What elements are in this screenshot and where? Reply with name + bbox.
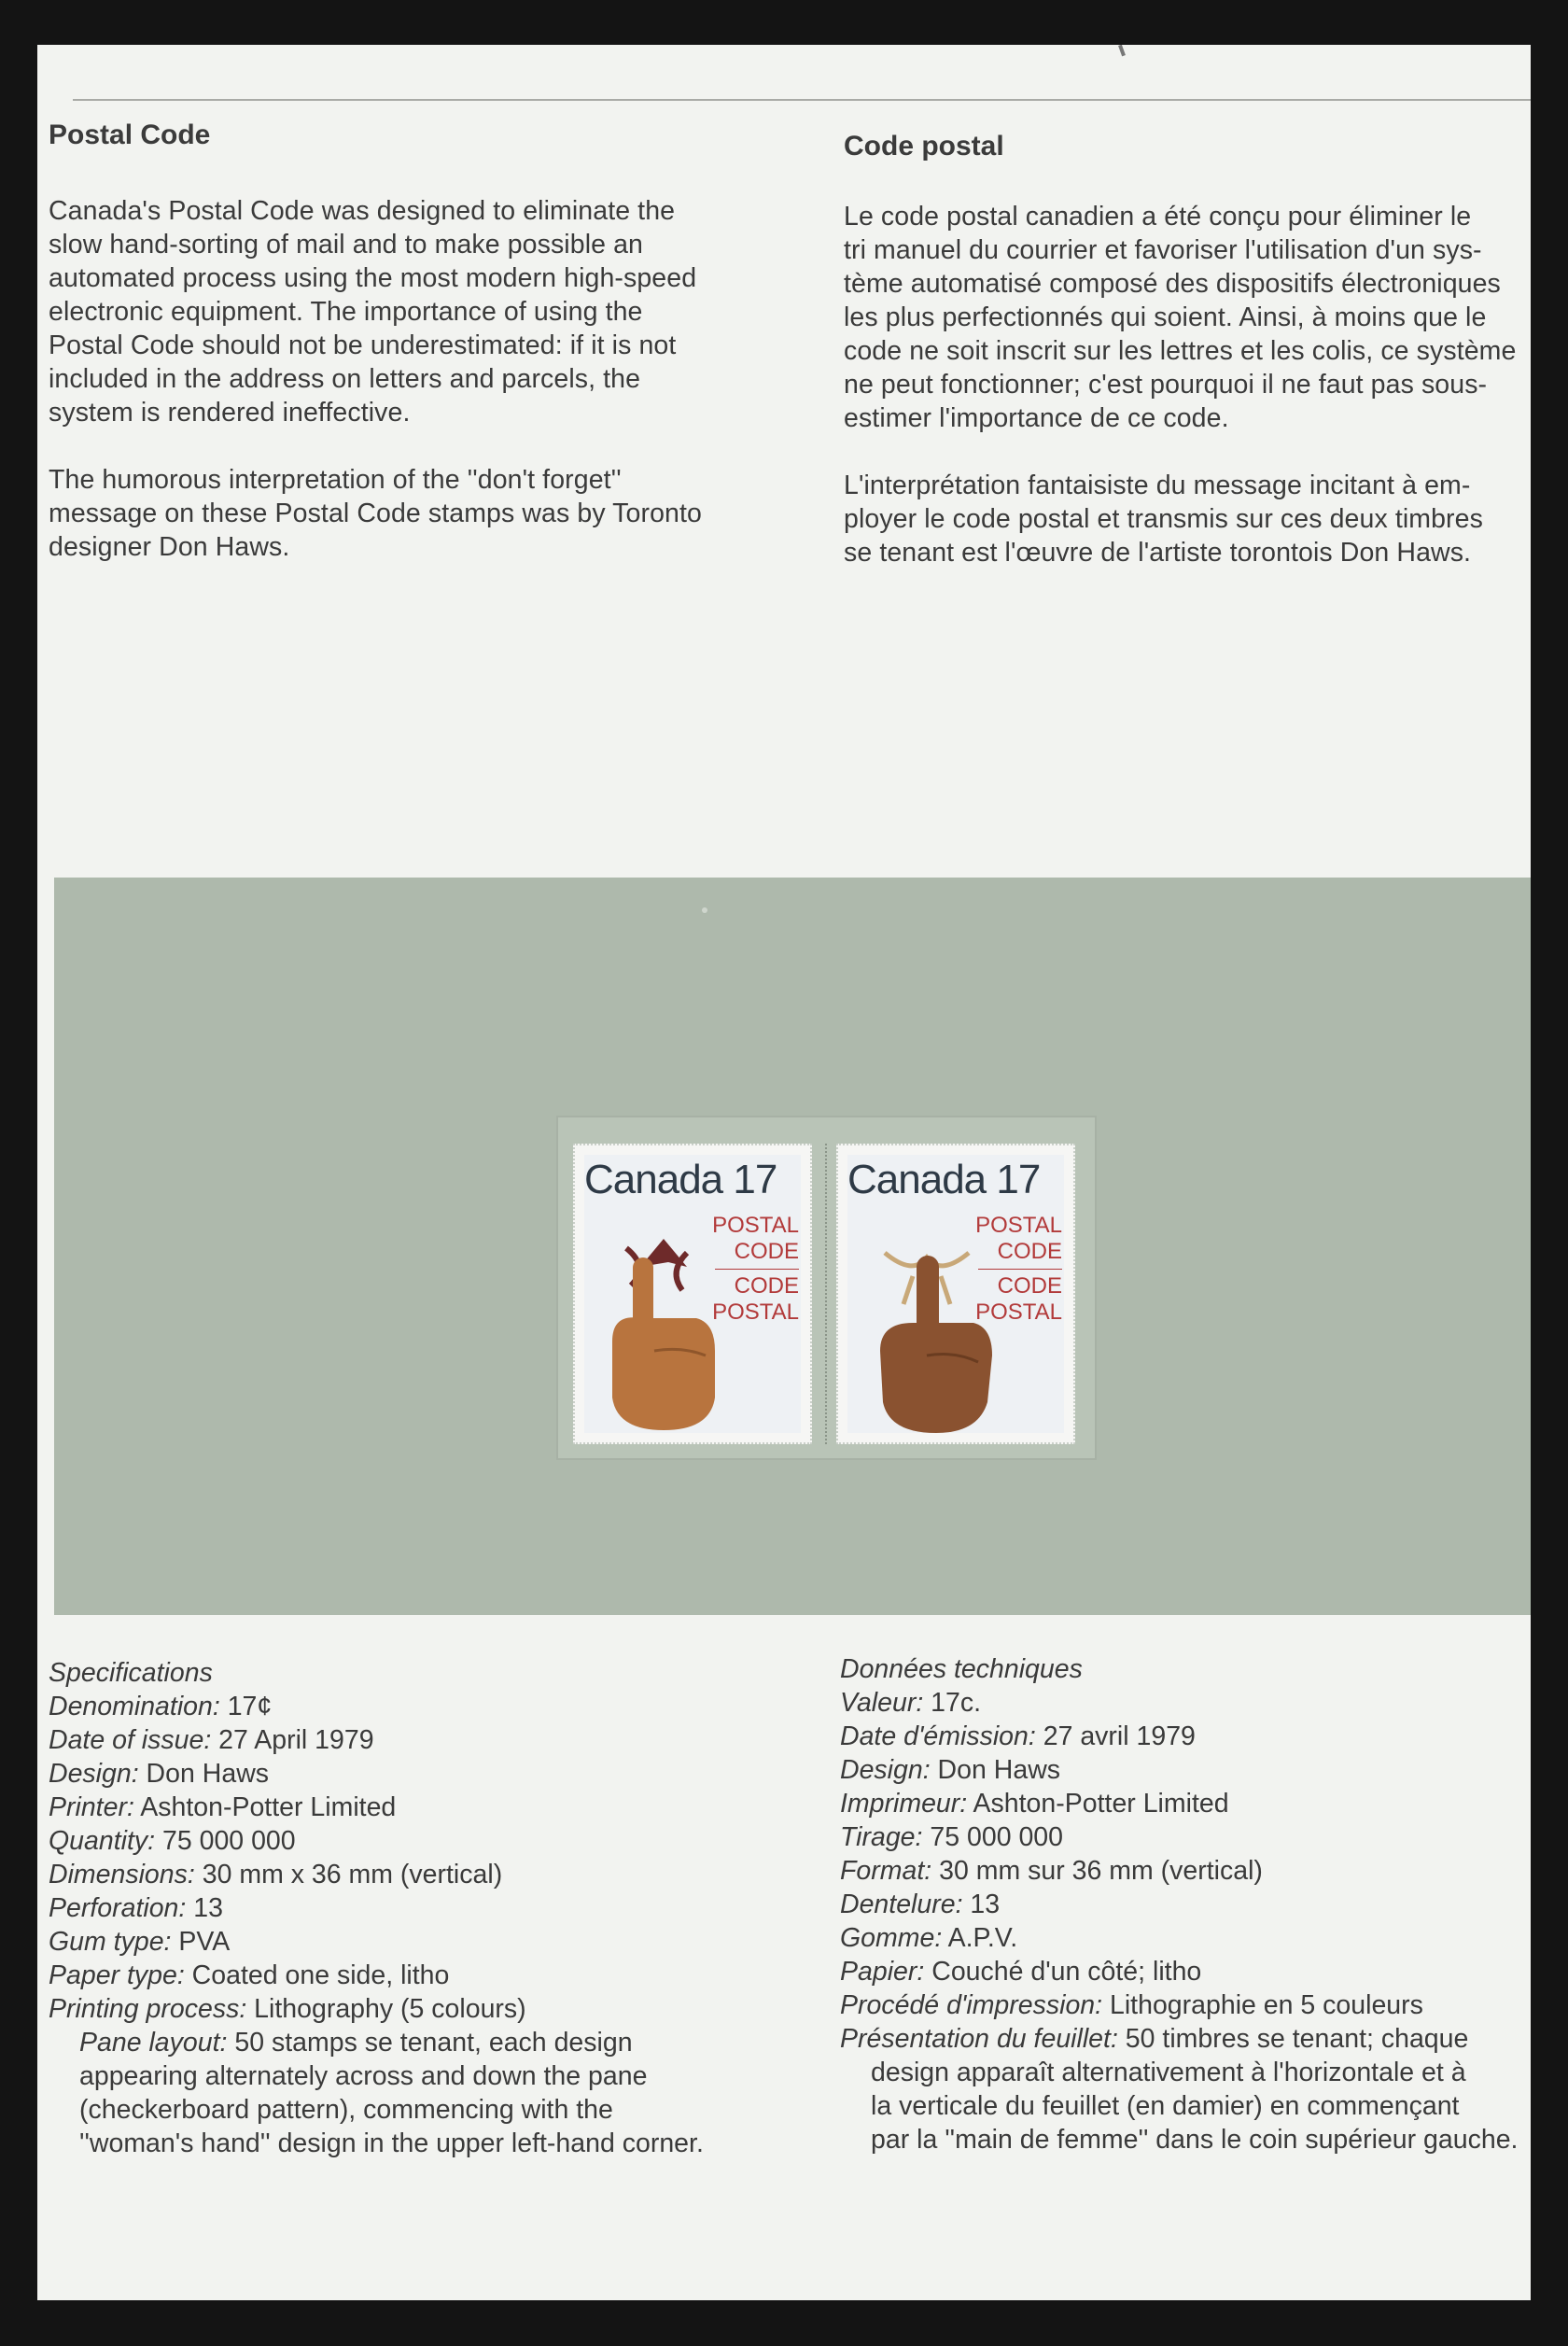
en-spec-row: Pane layout: 50 stamps se tenant, each design bbox=[79, 2028, 633, 2058]
en-spec-continuation: appearing alternately across and down the pane bbox=[79, 2061, 648, 2091]
en-spec-row: Perforation: 13 bbox=[49, 1893, 223, 1923]
hand-with-ribbon-icon bbox=[575, 1201, 814, 1444]
ink-mark bbox=[1118, 45, 1126, 56]
fr-spec-title: Données techniques bbox=[840, 1654, 1083, 1684]
en-paragraph-1: Canada's Postal Code was designed to eliminate the slow hand-sorting of mail and to make possible an automated process using the most modern high-speed electronic equipment. The importance of using the Postal Code should not be underestimated: if it is not included in the address on letters and parcels, the system is rendered ineffective. bbox=[49, 196, 697, 428]
stamp-2-postal-code-text: POSTAL CODE CODE POSTAL bbox=[975, 1213, 1062, 1325]
fr-description bbox=[844, 200, 1531, 569]
fr-spec-row: Imprimeur: Ashton-Potter Limited bbox=[840, 1789, 1229, 1819]
en-spec-row: Gum type: PVA bbox=[49, 1927, 231, 1957]
fr-heading: Code postal bbox=[844, 131, 1004, 162]
stamp-pair bbox=[556, 1116, 1097, 1460]
stamp-woman-hand bbox=[573, 1144, 812, 1444]
stamp-1-country-value: Canada 17 bbox=[584, 1157, 777, 1202]
en-spec-row: Quantity: 75 000 000 bbox=[49, 1826, 296, 1856]
fr-spec-row: Papier: Couché d'un côté; litho bbox=[840, 1957, 1202, 1987]
en-specifications bbox=[49, 1656, 704, 2160]
fr-spec-row: Gomme: A.P.V. bbox=[840, 1923, 1018, 1953]
en-spec-row: Paper type: Coated one side, litho bbox=[49, 1960, 450, 1990]
en-spec-title: Specifications bbox=[49, 1658, 213, 1688]
en-heading: Postal Code bbox=[49, 119, 211, 150]
en-spec-continuation: ''woman's hand'' design in the upper left-hand corner. bbox=[79, 2128, 704, 2158]
fr-spec-row: Dentelure: 13 bbox=[840, 1889, 1001, 1919]
panel-speck bbox=[702, 907, 707, 913]
stamp-1-postal-code-text: POSTAL CODE CODE POSTAL bbox=[712, 1213, 799, 1325]
en-spec-row: Printer: Ashton-Potter Limited bbox=[49, 1792, 397, 1822]
fr-spec-row: Tirage: 75 000 000 bbox=[840, 1822, 1064, 1852]
stamp-2-country-value: Canada 17 bbox=[847, 1157, 1041, 1202]
stamp-man-hand bbox=[836, 1144, 1075, 1444]
perforation-line bbox=[825, 1144, 829, 1444]
en-spec-row: Denomination: 17¢ bbox=[49, 1692, 273, 1721]
stamp-mount-panel bbox=[54, 878, 1531, 1615]
en-paragraph-2: The humorous interpretation of the ''don't forget'' message on these Postal Code stamps was by Toronto designer Don Haws. bbox=[49, 465, 702, 562]
fr-spec-row: Procédé d'impression: Lithographie en 5 couleurs bbox=[840, 1990, 1423, 2020]
fr-spec-row: Valeur: 17c. bbox=[840, 1688, 982, 1718]
en-spec-row: Date of issue: 27 April 1979 bbox=[49, 1725, 374, 1755]
fr-spec-row: Date d'émission: 27 avril 1979 bbox=[840, 1721, 1196, 1751]
fr-paragraph-2: L'interprétation fantaisiste du message incitant à em- ployer le code postal et transmis sur ces deux timbres se tenant est l'œuvre de l'artiste torontois Don Haws. bbox=[844, 471, 1483, 568]
fr-spec-continuation: la verticale du feuillet (en damier) en commençant bbox=[871, 2091, 1460, 2121]
en-spec-row: Dimensions: 30 mm x 36 mm (vertical) bbox=[49, 1860, 503, 1889]
fr-spec-continuation: par la ''main de femme'' dans le coin supérieur gauche. bbox=[871, 2125, 1519, 2155]
hand-with-string-icon bbox=[838, 1201, 1077, 1444]
fr-paragraph-1: Le code postal canadien a été conçu pour éliminer le tri manuel du courrier et favoriser l'utilisation d'un sys- tème automatisé composé des dispositifs électroniques les plus perfectionnés qui soient. Ainsi, à moins que le code ne soit inscrit sur les lettres et les colis, ce système ne peut fonctionner; c'est pourquoi il ne faut pas sous- estimer l'importance de ce code. bbox=[844, 202, 1517, 433]
fr-specifications bbox=[840, 1652, 1531, 2156]
en-spec-row: Printing process: Lithography (5 colours) bbox=[49, 1994, 526, 2024]
top-rule bbox=[73, 99, 1531, 101]
en-spec-row: Design: Don Haws bbox=[49, 1759, 270, 1789]
fr-spec-row: Design: Don Haws bbox=[840, 1755, 1061, 1785]
fr-spec-continuation: design apparaît alternativement à l'horizontale et à bbox=[871, 2058, 1466, 2087]
en-description bbox=[49, 194, 702, 564]
album-page bbox=[37, 45, 1531, 2300]
fr-spec-row: Format: 30 mm sur 36 mm (vertical) bbox=[840, 1856, 1263, 1886]
fr-spec-row: Présentation du feuillet: 50 timbres se tenant; chaque bbox=[840, 2024, 1469, 2054]
en-spec-continuation: (checkerboard pattern), commencing with the bbox=[79, 2095, 613, 2125]
